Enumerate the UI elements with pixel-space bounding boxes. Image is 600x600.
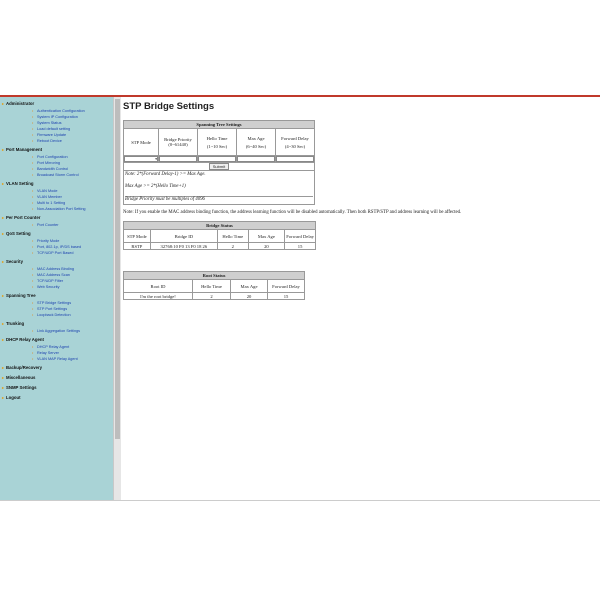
priority-cell [159,156,198,163]
notes-cell [124,171,315,205]
header-cell: Hello Time [193,280,231,293]
header-cell: Forward Delay [285,230,316,243]
sidebar-item[interactable] [0,195,113,199]
bullet-icon: • [32,312,34,317]
sidebar-section-label: Security [6,259,23,264]
sidebar-item-label: Web Security [37,284,60,289]
expand-arrow-icon: ▸ [1,231,4,236]
sidebar-item[interactable] [0,115,113,119]
sidebar-item[interactable] [0,351,113,355]
sidebar-item[interactable] [0,239,113,243]
bullet-icon: • [32,244,34,249]
header-cell: Hello Time [217,230,248,243]
sidebar-section[interactable] [0,374,113,381]
sidebar-item[interactable] [0,251,113,255]
sidebar-item-label: Load default setting [37,126,71,131]
table-caption: Spanning Tree Settings [124,121,315,129]
stp-mode-cell [124,156,159,163]
sidebar-item-label: Firmware Update [37,132,67,137]
value-cell: 20 [248,243,285,250]
value-cell: 2 [217,243,248,250]
sidebar-section[interactable] [0,320,113,327]
sidebar-item-label: DHCP Relay Agent [37,344,70,349]
main-content [123,99,598,300]
bullet-icon: • [32,200,34,205]
table-caption: Bridge Status [124,222,316,230]
bullet-icon: • [32,154,34,159]
max-age-input[interactable] [237,156,275,162]
root-status-table [123,271,305,300]
bridge-priority-input[interactable] [159,156,197,162]
sidebar-section-label: VLAN Setting [6,181,34,186]
sidebar-item-label: System IP Configuration [37,114,78,119]
header-label: Max Age [247,135,265,141]
sidebar-section[interactable] [0,292,113,299]
sidebar-section[interactable] [0,146,113,153]
sidebar-item[interactable] [0,133,113,137]
submit-button[interactable]: Submit [209,163,229,170]
sidebar-item-label: MAC Address Binding [37,266,74,271]
header-forward-delay [276,129,315,156]
expand-arrow-icon: ▸ [1,365,4,370]
sidebar-item-label: Port Counter [37,222,59,227]
sidebar-section[interactable] [0,336,113,343]
sidebar-item[interactable] [0,173,113,177]
sidebar-item[interactable] [0,189,113,193]
sidebar-section-label: SNMP Settings [6,385,37,390]
expand-arrow-icon: ▸ [1,215,4,220]
value-cell: 20 [231,293,268,300]
expand-arrow-icon: ▸ [1,181,4,186]
sidebar-item-label: TCP/UDP Port Based [37,250,74,255]
bullet-icon: • [32,278,34,283]
bullet-icon: • [32,194,34,199]
sidebar-section-label: Port Management [6,147,43,152]
bullet-icon: • [32,166,34,171]
sidebar-item-label: VLAN Member [37,194,62,199]
sidebar-item-label: TCP/UDP Filter [37,278,64,283]
bottom-border [0,500,600,501]
sidebar-item-label: STP Bridge Settings [37,300,72,305]
expand-arrow-icon: ▸ [1,337,4,342]
sidebar-item-label: STP Port Settings [37,306,68,311]
bullet-icon: • [32,344,34,349]
hello-time-input[interactable] [198,156,236,162]
header-cell: Bridge ID [150,230,217,243]
table-caption: Root Status [124,272,305,280]
sidebar-item-label: Reboot Device [37,138,62,143]
sidebar-item[interactable] [0,345,113,349]
value-cell: 15 [285,243,316,250]
sidebar-item-label: Authentication Configuration [37,108,85,113]
value-cell: 2 [193,293,231,300]
sidebar-item-label: Port, 802.1p, IP/DS based [37,244,82,249]
sidebar-section-label: Logout [6,395,21,400]
sidebar-section[interactable] [0,180,113,187]
note-line: Bridge Priority must be multiples of 4096 [125,196,313,204]
expand-arrow-icon: ▸ [1,321,4,326]
sidebar-item-label: Loopback Detection [37,312,71,317]
sidebar-item-label: Relay Server [37,350,59,355]
bullet-icon: • [32,284,34,289]
sidebar-item[interactable] [0,207,113,211]
sidebar-item[interactable] [0,357,113,361]
sidebar-section-label: Spanning Tree [6,293,36,298]
value-cell: I'm the root bridge! [124,293,193,300]
sidebar-item[interactable] [0,313,113,317]
sidebar-section[interactable] [0,394,113,401]
value-cell: 15 [268,293,305,300]
sidebar-item-label: MAC Address Scan [37,272,70,277]
sidebar-item-label: Link Aggregation Settings [37,328,81,333]
sidebar-item[interactable] [0,127,113,131]
value-cell: RSTP [124,243,151,250]
header-range: (1~10 Sec) [206,143,228,149]
header-label: Bridge Priority [164,137,192,142]
note-line: Note: 2*(Forward Delay-1) >= Max Age. [125,172,206,177]
header-label: Forward Delay [281,135,309,141]
header-cell: Forward Delay [268,280,305,293]
bullet-icon: • [32,272,34,277]
sidebar-item[interactable] [0,267,113,271]
sidebar-item[interactable] [0,279,113,283]
sidebar-section[interactable] [0,258,113,265]
scrollbar-thumb[interactable] [115,99,120,439]
bullet-icon: • [32,328,34,333]
bullet-icon: • [32,356,34,361]
sidebar-item[interactable] [0,167,113,171]
bullet-icon: • [32,138,34,143]
bullet-icon: • [32,120,34,125]
header-range: (0~61440) [168,142,188,147]
bullet-icon: • [32,206,34,211]
header-range: (6~40 Sec) [245,143,267,149]
sidebar-section-label: Administrator [6,101,35,106]
sidebar-section-label: QoS Setting [6,231,31,236]
sidebar-item[interactable] [0,109,113,113]
submit-cell [124,163,315,171]
sidebar-item-label: Bandwidth Control [37,166,69,171]
expand-arrow-icon: ▸ [1,293,4,298]
header-label: Hello Time [206,135,228,141]
sidebar-section-label: Per Port Counter [6,215,41,220]
sidebar-item-label: System Status [37,120,62,125]
bullet-icon: • [32,126,34,131]
sidebar-item-label: Port Configuration [37,154,68,159]
sidebar-item[interactable] [0,223,113,227]
sidebar-item[interactable] [0,273,113,277]
sidebar-section[interactable] [0,100,113,107]
bullet-icon: • [32,350,34,355]
bullet-icon: • [32,250,34,255]
forward-delay-input[interactable] [276,156,314,162]
sidebar-scrollbar[interactable] [113,97,121,500]
sidebar-section[interactable] [0,214,113,221]
value-cell: 32768:10 F0 13 F0 18 26 [150,243,217,250]
sidebar-item-label: VLAN MAP Relay Agent [37,356,78,361]
max-age-cell [237,156,276,163]
sidebar-section-label: Backup/Recovery [6,365,43,370]
header-hello-time [198,129,237,156]
bullet-icon: • [32,108,34,113]
header-cell: Max Age [248,230,285,243]
sidebar-item[interactable] [0,201,113,205]
sidebar-item[interactable] [0,155,113,159]
header-cell: STP Mode [124,230,151,243]
sidebar-item[interactable] [0,285,113,289]
sidebar-section[interactable] [0,384,113,391]
bullet-icon: • [32,188,34,193]
expand-arrow-icon: ▸ [1,101,4,106]
sidebar-item[interactable] [0,301,113,305]
sidebar-item[interactable] [0,307,113,311]
fwd-cell [276,156,315,163]
sidebar-item-label: VLAN Mode [37,188,58,193]
header-stp-mode: STP Mode [124,129,159,156]
header-cell: Root ID [124,280,193,293]
bridge-status-table [123,221,316,250]
bullet-icon: • [32,222,34,227]
note-line: Max Age >= 2*(Hello Time+1) [125,184,186,189]
sidebar-section-label: DHCP Relay Agent [6,337,44,342]
hello-cell [198,156,237,163]
expand-arrow-icon: ▸ [1,395,4,400]
sidebar-item-label: Port Mirroring [37,160,60,165]
sidebar-item[interactable] [0,161,113,165]
bullet-icon: • [32,238,34,243]
sidebar-item-label: Multi to 1 Setting [37,200,66,205]
bullet-icon: • [32,172,34,177]
bullet-icon: • [32,306,34,311]
bullet-icon: • [32,160,34,165]
sidebar-section-label: Miscellaneous [6,375,36,380]
page-title: STP Bridge Settings [123,101,215,112]
bullet-icon: • [32,132,34,137]
bullet-icon: • [32,114,34,119]
sidebar-section-label: Trunking [6,321,25,326]
sidebar-item-label: Broadcast Storm Control [37,172,79,177]
bullet-icon: • [32,300,34,305]
sidebar-menu [0,97,113,500]
sidebar-item[interactable] [0,329,113,333]
bullet-icon: • [32,266,34,271]
sidebar-item[interactable] [0,139,113,143]
sidebar-section[interactable] [0,364,113,371]
sidebar-item-label: Priority Mode [37,238,60,243]
sidebar-section[interactable] [0,230,113,237]
header-cell: Max Age [231,280,268,293]
spanning-tree-settings-table [123,120,315,205]
header-range: (4~30 Sec) [284,143,306,149]
stp-mode-select[interactable]: ▾ [124,156,158,162]
header-max-age [237,129,276,156]
sidebar-item[interactable] [0,245,113,249]
header-bridge-priority [159,129,198,156]
mac-binding-warning: Note: If you enable the MAC address binding function, the address learning function will be disabled automatically. Then both RSTP/STP and address learning will be affected. [123,210,462,215]
sidebar-item[interactable] [0,121,113,125]
expand-arrow-icon: ▸ [1,147,4,152]
expand-arrow-icon: ▸ [1,375,4,380]
expand-arrow-icon: ▸ [1,385,4,390]
expand-arrow-icon: ▸ [1,259,4,264]
sidebar-item-label: Non-Association Port Setting [37,206,86,211]
